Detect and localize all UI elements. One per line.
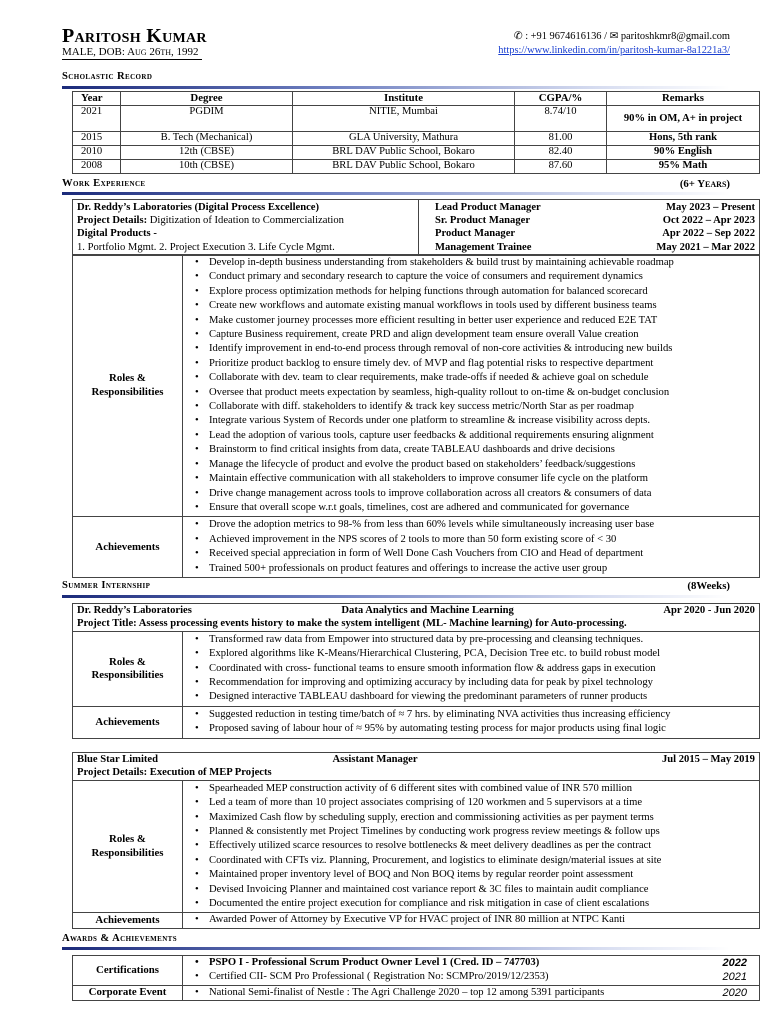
list-item: • Proposed saving of labour hour of ≈ 95% by automating testing process for major products using final logic xyxy=(183,722,759,736)
roles-list-cell xyxy=(183,780,760,913)
list-item: • Brainstorm to find critical insights from data, create TABLEAU dashboards and drive decisions xyxy=(183,443,759,457)
corporate-list xyxy=(183,986,759,1000)
section-rule xyxy=(62,86,730,89)
internship-domain: Data Analytics and Machine Learning xyxy=(341,605,514,616)
role-period: May 2023 – Present xyxy=(666,202,755,213)
list-item: • Awarded Power of Attorney by Executive VP for HVAC project of INR 80 million at NTPC Kanti xyxy=(183,913,759,927)
col-header: Institute xyxy=(293,92,515,106)
list-item: • Manage the lifecycle of product and evolve the product based on stakeholders’ feedback/suggestions xyxy=(183,458,759,472)
internship-header-row xyxy=(73,604,760,632)
corporate-label: Corporate Event xyxy=(73,985,183,1000)
list-item: • Led a team of more than 10 project associates comprising of 120 workmen and 5 supervisors at a time xyxy=(183,796,759,810)
cell-degree: B. Tech (Mechanical) xyxy=(121,132,293,146)
responsibility-list xyxy=(183,782,759,912)
list-item: • Lead the adoption of various tools, capture user feedbacks & additional requirements ensuring alignment xyxy=(183,429,759,443)
role-row xyxy=(435,214,755,227)
cell-degree: 12th (CBSE) xyxy=(121,146,293,160)
cell-degree: PGDIM xyxy=(121,106,293,132)
cert-text: PSPO I - Professional Scrum Product Owner Level 1 (Cred. ID – 747703) xyxy=(209,957,540,968)
products-list: 1. Portfolio Mgmt. 2. Project Execution 3. Life Cycle Mgmt. xyxy=(77,241,335,253)
col-header: Remarks xyxy=(607,92,760,106)
list-item: • Documented the entire project execution for compliance and risk mitigation in case of client escalations xyxy=(183,897,759,911)
bluestar-role: Assistant Manager xyxy=(332,754,418,765)
list-item: • Drive change management across tools to improve collaboration across all creators & consumers of data xyxy=(183,487,759,501)
bluestar-header-row xyxy=(73,753,760,781)
section-rule xyxy=(62,947,730,950)
list-item: • Recommendation for improving and optimizing accuracy by including data for peak by pixel technology xyxy=(183,676,759,690)
roles-list-cell xyxy=(183,631,760,706)
cell-year: 2021 xyxy=(73,106,121,132)
bluestar-company: Blue Star Limited xyxy=(77,754,159,765)
roles-list-cell xyxy=(183,255,760,517)
cell-year: 2015 xyxy=(73,132,121,146)
responsibility-list xyxy=(183,256,759,515)
roles-label: Roles & Responsibilities xyxy=(73,255,183,517)
list-item: • Trained 500+ professionals on product features and offerings to increase the active user group xyxy=(183,562,759,576)
cert-year: 2022 xyxy=(722,957,747,969)
list-item: • Integrate various System of Records under one platform to streamline & increase visibility across depts. xyxy=(183,414,759,428)
list-item: • Ensure that overall scope w.r.t goals, timelines, cost are adhered and communicated for governance xyxy=(183,501,759,515)
table-row xyxy=(73,106,760,132)
list-item: • Maintained proper inventory level of BOQ and Non BOQ items by regular reorder point assessment xyxy=(183,868,759,882)
cell-institute: GLA University, Mathura xyxy=(293,132,515,146)
bluestar-period: Jul 2015 – May 2019 xyxy=(661,754,755,765)
list-item: • Create new workflows and automate existing manual workflows in tools used by different business teams xyxy=(183,299,759,313)
work-company-cell xyxy=(73,200,419,256)
internship-roles-row xyxy=(73,631,760,706)
cell-remarks: 90% English xyxy=(607,146,760,160)
bluestar-header-cell xyxy=(73,753,760,781)
corporate-year: 2020 xyxy=(722,986,747,999)
internship-table xyxy=(72,603,760,739)
roles-label: Roles & Responsibilities xyxy=(73,780,183,913)
contact-block xyxy=(498,30,730,57)
list-item: • Collaborate with dev. team to clear requirements, make trade-offs if needed & achieve goal on schedule xyxy=(183,371,759,385)
role-row xyxy=(435,201,755,214)
work-years: (6+ Years) xyxy=(679,178,730,190)
list-item: • Develop in-depth business understanding from stakeholders & build trust by maintaining achievable roadmap xyxy=(183,256,759,270)
col-header: Degree xyxy=(121,92,293,106)
achievements-label: Achievements xyxy=(73,517,183,578)
work-project xyxy=(77,214,414,227)
achievements-list-cell xyxy=(183,913,760,928)
work-roles-cell xyxy=(419,200,760,256)
section-title-awards: Awards & Achievements xyxy=(62,933,178,944)
col-header: CGPA/% xyxy=(515,92,607,106)
internship-period: Apr 2020 - Jun 2020 xyxy=(663,605,755,616)
list-item: • Spearheaded MEP construction activity of 6 different sites with combined value of INR 570 million xyxy=(183,782,759,796)
section-title-internship: Summer Internship xyxy=(62,580,151,591)
cell-cgpa: 82.40 xyxy=(515,146,607,160)
role-title: Sr. Product Manager xyxy=(435,215,531,227)
list-item: • Achieved improvement in the NPS scores of 2 tools to more than 50 form existing score of < 30 xyxy=(183,533,759,547)
list-item: • Planned & consistently met Project Timelines by conducting work progress review meetings & follow ups xyxy=(183,825,759,839)
list-item: • Drove the adoption metrics to 98-% from less than 60% levels while simultaneously increasing user base xyxy=(183,518,759,532)
bluestar-title-row xyxy=(77,753,755,766)
list-item: • Devised Invoicing Planner and maintained cost variance report & 3C files to maintain audit compliance xyxy=(183,883,759,897)
list-item: • Conduct primary and secondary research to capture the voice of consumers and requirement dynamics xyxy=(183,270,759,284)
linkedin-link[interactable]: https://www.linkedin.com/in/paritosh-kumar-8a1221a3/ xyxy=(498,44,730,56)
achievement-list xyxy=(183,708,759,737)
work-header-row xyxy=(73,200,760,256)
role-period: May 2021 – Mar 2022 xyxy=(656,241,755,253)
list-item: • Suggested reduction in testing time/batch of ≈ 7 hrs. by eliminating NVA activities thus increasing efficiency xyxy=(183,708,759,722)
responsibility-list xyxy=(183,633,759,705)
list-item: • Collaborate with diff. stakeholders to identify & track key success metric/North Star as per roadmap xyxy=(183,400,759,414)
cell-institute: BRL DAV Public School, Bokaro xyxy=(293,146,515,160)
table-row xyxy=(73,146,760,160)
certification-list xyxy=(183,956,759,985)
gender-dob: MALE, DOB: Aug 26th, 1992 xyxy=(62,46,199,58)
list-item: • Capture Business requirement, create PRD and align development team ensure overall Value creation xyxy=(183,328,759,342)
role-period: Apr 2022 – Sep 2022 xyxy=(662,228,755,240)
cell-cgpa: 87.60 xyxy=(515,160,607,174)
cell-year: 2010 xyxy=(73,146,121,160)
list-item: • Coordinated with cross- functional teams to ensure smooth information flow & address gaps in execution xyxy=(183,662,759,676)
achievements-label: Achievements xyxy=(73,706,183,738)
achievements-list-cell xyxy=(183,517,760,578)
list-item: • Maintain effective communication with all stakeholders to improve consumer life cycle on the platform xyxy=(183,472,759,486)
achievements-list-cell xyxy=(183,706,760,738)
achievements-label: Achievements xyxy=(73,913,183,928)
candidate-name: Paritosh Kumar xyxy=(62,25,207,47)
bluestar-roles-row xyxy=(73,780,760,913)
cell-institute: NITIE, Mumbai xyxy=(293,106,515,132)
list-item xyxy=(183,986,759,1000)
work-company: Dr. Reddy’s Laboratories (Digital Process Excellence) xyxy=(77,202,320,213)
certifications-label: Certifications xyxy=(73,956,183,986)
project-text: Digitization of Ideation to Commercialization xyxy=(149,215,344,227)
role-row xyxy=(435,227,755,240)
work-roles-row xyxy=(73,255,760,517)
section-title-work: Work Experience xyxy=(62,178,146,189)
roles-label: Roles & Responsibilities xyxy=(73,631,183,706)
list-item: • Oversee that product meets expectation by seamless, high-quality rollout to on-time & on-budget conclusion xyxy=(183,386,759,400)
internship-title-row xyxy=(77,604,755,617)
internship-project: Project Title: Assess processing events history to make the system intelligent (ML- Machine learning) for Auto-processing. xyxy=(77,618,627,630)
scholastic-table xyxy=(72,91,760,174)
internship-achievements-row xyxy=(73,706,760,738)
list-item: • Identify improvement in end-to-end process through removal of non-core activities & introducing new builds xyxy=(183,342,759,356)
certifications-row xyxy=(73,956,760,986)
table-row xyxy=(73,132,760,146)
list-item: • Designed interactive TABLEAU dashboard for viewing the predominant parameters of runner products xyxy=(183,690,759,704)
list-item xyxy=(183,956,759,970)
name-underline xyxy=(62,59,202,60)
bluestar-project: Project Details: Execution of MEP Projects xyxy=(77,767,272,779)
corporate-text: National Semi-finalist of Nestle : The Agri Challenge 2020 – top 12 among 5391 participants xyxy=(209,986,605,998)
cell-cgpa: 8.74/10 xyxy=(515,106,607,132)
list-item: • Prioritize product backlog to ensure timely dev. of MVP and flag potential risks to respective department xyxy=(183,357,759,371)
bluestar-achievements-row xyxy=(73,913,760,928)
corporate-list-cell xyxy=(183,985,760,1000)
section-rule xyxy=(62,192,730,195)
digital-products: Digital Products - xyxy=(77,228,157,240)
list-item: • Maximized Cash flow by scheduling supply, erection and commissioning activities as per payment terms xyxy=(183,811,759,825)
phone-email: ✆ : +91 9674616136 / ✉ paritoshkmr8@gmail.com xyxy=(513,31,730,42)
corporate-row xyxy=(73,985,760,1000)
cell-remarks: 95% Math xyxy=(607,160,760,174)
list-item: • Received special appreciation in form of Well Done Cash Vouchers from CIO and Head of department xyxy=(183,547,759,561)
achievement-list xyxy=(183,913,759,927)
list-item: • Make customer journey processes more efficient resulting in better user experience and reduced E2E TAT xyxy=(183,314,759,328)
cell-year: 2008 xyxy=(73,160,121,174)
role-row xyxy=(435,241,755,254)
cert-year: 2021 xyxy=(722,971,747,984)
role-period: Oct 2022 – Apr 2023 xyxy=(662,215,755,227)
list-item: • Effectively utilized scarce resources to resolve bottlenecks & meet delivery deadlines as per the contract xyxy=(183,839,759,853)
project-label: Project Details: xyxy=(77,215,148,227)
internship-header-cell xyxy=(73,604,760,632)
achievement-list xyxy=(183,518,759,576)
role-title: Product Manager xyxy=(435,228,516,240)
list-item: • Coordinated with CFTs viz. Planning, Procurement, and logistics to eliminate design/material issues at site xyxy=(183,854,759,868)
list-item: • Explore process optimization methods for helping functions through automation for balanced scorecard xyxy=(183,285,759,299)
certifications-list-cell xyxy=(183,956,760,986)
work-details-table xyxy=(72,254,760,578)
col-header: Year xyxy=(73,92,121,106)
cell-institute: BRL DAV Public School, Bokaro xyxy=(293,160,515,174)
cell-remarks: 90% in OM, A+ in project xyxy=(607,106,760,132)
role-title: Lead Product Manager xyxy=(435,202,541,213)
cert-text: Certified CII- SCM Pro Professional ( Registration No: SCMPro/2019/12/2353) xyxy=(209,971,549,983)
awards-table xyxy=(72,955,760,1001)
bluestar-table xyxy=(72,752,760,929)
section-title-scholastic: Scholastic Record xyxy=(62,71,153,82)
list-item: • Transformed raw data from Empower into structured data by pre-processing and cleansing techniques. xyxy=(183,633,759,647)
cell-degree: 10th (CBSE) xyxy=(121,160,293,174)
role-title: Management Trainee xyxy=(435,241,532,253)
table-row xyxy=(73,160,760,174)
internship-company: Dr. Reddy’s Laboratories xyxy=(77,605,192,616)
internship-weeks: (8Weeks) xyxy=(687,580,730,592)
work-table xyxy=(72,199,760,256)
list-item: • Explored algorithms like K-Means/Hierarchical Clustering, PCA, Decision Tree etc. to build robust model xyxy=(183,647,759,661)
cell-remarks: Hons, 5th rank xyxy=(607,132,760,146)
list-item xyxy=(183,970,759,984)
work-achievements-row xyxy=(73,517,760,578)
cell-cgpa: 81.00 xyxy=(515,132,607,146)
section-rule xyxy=(62,595,730,598)
